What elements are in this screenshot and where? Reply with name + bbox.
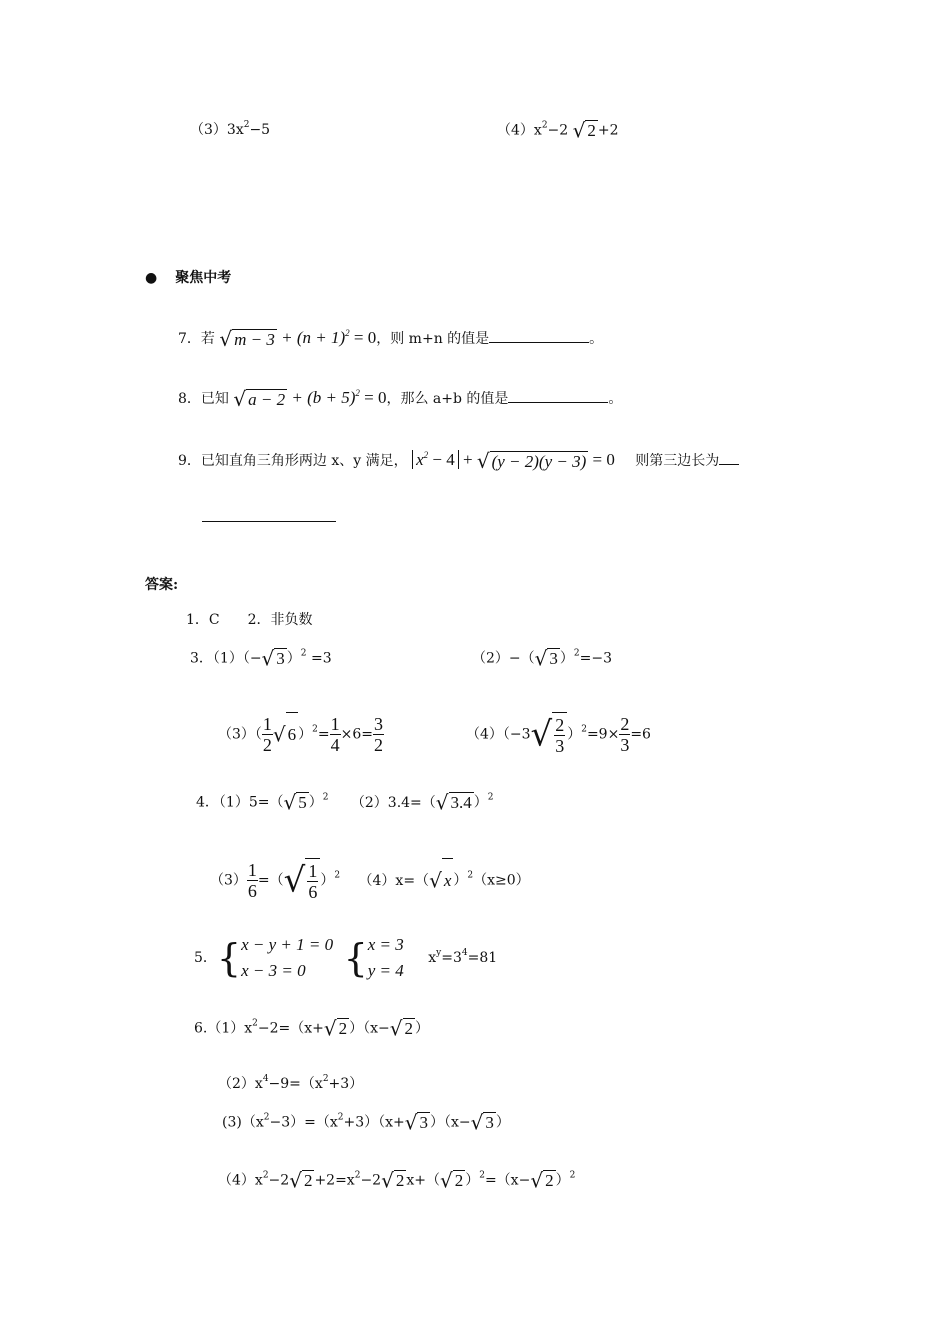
prev-item-3: $(3)3x^2-5$ [190, 120, 271, 138]
answer-6-1: $6.(1)x^2-2=(x+√$ 2 ）（x−√ 2 ） [194, 1016, 430, 1041]
question-9: 9．已知直角三角形两边 x、y 满足， $x^2 - 4$ + √ (y − 2)(y − 3) = 0 则第三边长为 [178, 450, 739, 472]
answer-6-2: $(2)x^4-9=(x^2+3)$ [218, 1074, 364, 1092]
bullet-icon: ● [145, 270, 158, 286]
answer-1-2: 1．C 2．非负数 [186, 612, 313, 628]
sqrt-expr: √ 2 [572, 118, 596, 143]
answer-6-3: $(3)(x^2-3)=(x^2+3)(x+√$ 3 ）（x−√ 3 ） [222, 1110, 510, 1135]
answer-3-3: （3）（ $\frac{1}{2}$ √ 6 ）$^2$= $\frac{1}{4}$ ×6= $\frac{3}{2}$ [218, 714, 384, 755]
question-7: 7．若 √ $m - 3 + (n + 1)^2 = 0$，则 m+n 的值是 。 [178, 327, 604, 352]
answer-4-3: （3） $\frac{1}{6}$ =（√ $\frac{1}{6}$ ）$^2$ （4）x=（√ x ）$^2$（x≥0） [210, 860, 530, 902]
answer-3-2: （2）−（√ 3 ）$^2$=−3 [472, 646, 612, 671]
answers-title: 答案: [145, 577, 179, 593]
answer-blank [719, 452, 739, 465]
answer-blank [508, 390, 608, 403]
answer-6-4: $(4)x^2-2√$ $2 +2=x^2-2√$ 2 x+（√ 2 ）$^2$=（x−√ 2 ）$^2$ [218, 1168, 576, 1193]
answer-blank [489, 330, 589, 343]
answer-3-1: 3．（1）（−√ 3 ）$^2$ =3 [190, 646, 332, 671]
answer-3-4: （4）（−3√ $\frac{2}{3}$ ）$^2$=9× $\frac{2}{3}$ =6 [466, 714, 651, 756]
question-8: 8．已知 √ $a - 2 + (b + 5)^2 = 0$，那么 a+b 的值是 。 [178, 387, 623, 412]
answer-5: 5．{ x − y + 1 = 0 x − 3 = 0 { x = 3 y = 4 $x^y=3^4=81$ [194, 935, 498, 980]
prev-item-4: $(4)x^2-2$ √ 2 +2 [497, 118, 619, 143]
answer-blank-line [202, 508, 336, 528]
section-title: 聚焦中考 [175, 270, 232, 286]
section-header [145, 268, 231, 288]
answer-4-1: 4．（1）5=（√ 5 ）$^2$ （2）3.4=（√ 3.4 ）$^2$ [196, 790, 494, 815]
